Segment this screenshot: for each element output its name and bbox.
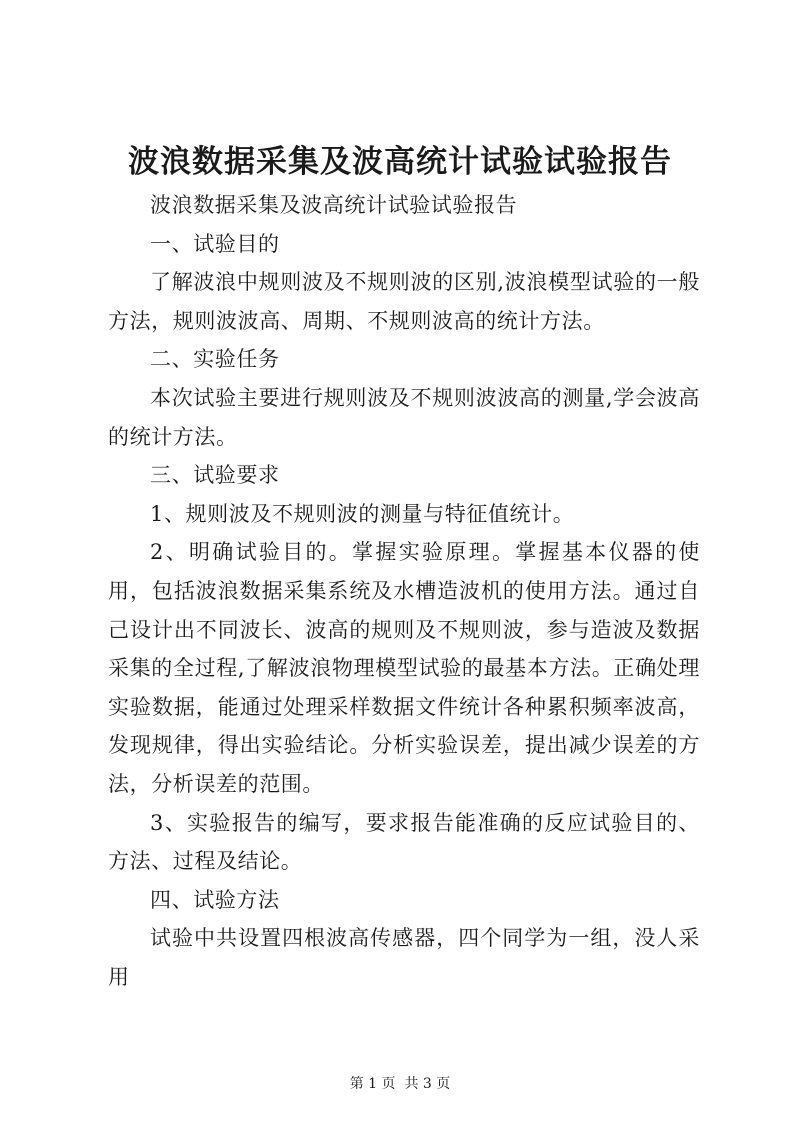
page-footer [0, 1074, 800, 1094]
heading-requirements: 三、试验要求 [150, 463, 280, 488]
paragraph-requirement-1: 1、规则波及不规则波的测量与特征值统计。 [150, 501, 575, 526]
paragraph-task: 本次试验主要进行规则波及不规则波波高的测量,学会波高的统计方法。 [108, 385, 700, 449]
heading-method: 四、试验方法 [150, 887, 280, 912]
heading-task: 二、实验任务 [150, 347, 280, 372]
document-body [108, 186, 700, 996]
paragraph-requirement-3: 3、实验报告的编写，要求报告能准确的反应试验目的、方法、过程及结论。 [108, 810, 700, 874]
heading-purpose: 一、试验目的 [150, 231, 280, 256]
paragraph-method: 试验中共设置四根波高传感器，四个同学为一组，没人采用 [108, 926, 700, 989]
page-number-label: 第 1 页 共 3 页 [349, 1076, 451, 1092]
document-title: 波浪数据采集及波高统计试验试验报告 [128, 144, 672, 180]
paragraph-requirement-2: 2、明确试验目的。掌握实验原理。掌握基本仪器的使用，包括波浪数据采集系统及水槽造波机的使用方法。通过自己设计出不同波长、波高的规则及不规则波，参与造波及数据采集的全过程,了解波浪物理模型试验的最基本方法。正确处理实验数据，能通过处理采样数据文件统计各种累积频率波高，发现规律，得出实验结论。分析实验误差，提出减少误差的方法，分析误差的范围。 [108, 540, 700, 796]
paragraph-subtitle: 波浪数据采集及波高统计试验试验报告 [150, 193, 518, 217]
paragraph-purpose: 了解波浪中规则波及不规则波的区别,波浪模型试验的一般方法，规则波波高、周期、不规则波高的统计方法。 [108, 270, 700, 333]
